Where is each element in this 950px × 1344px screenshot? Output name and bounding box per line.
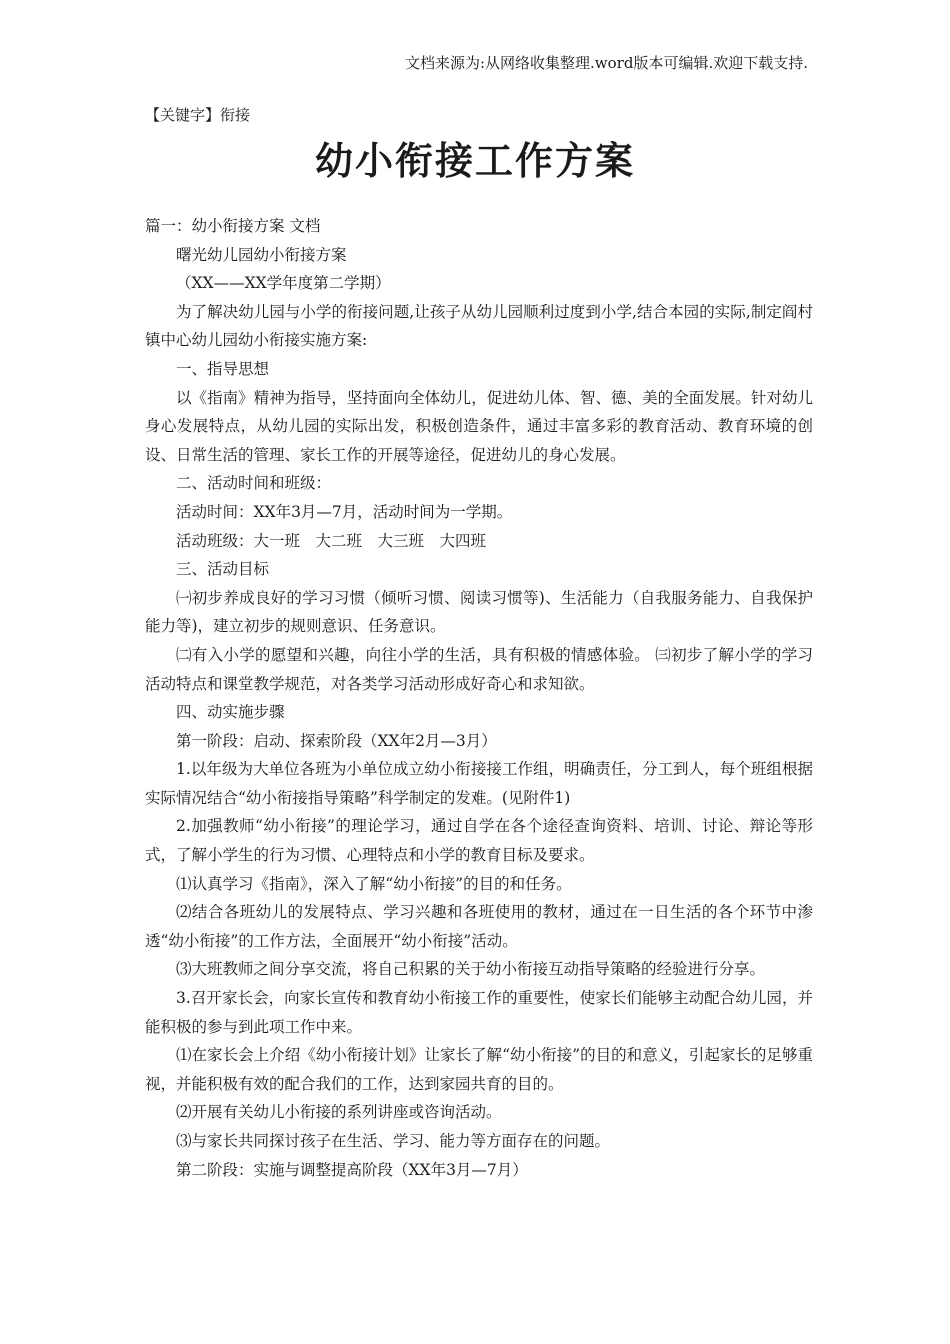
guiding-ideology-paragraph: 以《指南》精神为指导，坚持面向全体幼儿，促进幼儿体、智、德、美的全面发展。针对幼儿身心发展特点，从幼儿园的实际出发，积极创造条件，通过丰富多彩的教育活动、教育环境的创设、日常生活的管理、家长工作的开展等途径，促进幼儿的身心发展。 bbox=[145, 388, 813, 464]
sub-item-3-3: ⑶与家长共同探讨孩子在生活、学习、能力等方面存在的问题。 bbox=[176, 1132, 611, 1150]
sub-item-3-1: ⑴在家长会上介绍《幼小衔接计划》让家长了解“幼小衔接”的目的和意义，引起家长的足够重视，并能积极有效的配合我们的工作，达到家园共育的目的。 bbox=[145, 1046, 813, 1093]
page-header-note: 文档来源为:从网络收集整理.word版本可编辑.欢迎下载支持. bbox=[404, 54, 808, 72]
sub-item-2-1: ⑴认真学习《指南》，深入了解“幼小衔接”的目的和任务。 bbox=[176, 874, 572, 893]
sub-item-3-2: ⑵开展有关幼儿小衔接的系列讲座或咨询活动。 bbox=[176, 1103, 502, 1122]
section-heading-part-one: 篇一：幼小衔接方案 文档 bbox=[145, 217, 321, 235]
step-item-1: 1.以年级为大单位各班为小单位成立幼小衔接接工作组，明确责任，分工到人，每个班组根据实际情况结合“幼小衔接指导策略”科学制定的发难。(见附件1) bbox=[145, 760, 813, 807]
keyword-line: 【关键字】衔接 bbox=[145, 106, 251, 124]
stage-two-heading: 第二阶段：实施与调整提高阶段（XX年3月—7月） bbox=[176, 1160, 528, 1179]
activity-time-line: 活动时间：XX年3月—7月，活动时间为一学期。 bbox=[176, 502, 513, 521]
intro-paragraph: 为了解决幼儿园与小学的衔接问题,让孩子从幼儿园顺利过度到小学,结合本园的实际,制定阎村镇中心幼儿园幼小衔接实施方案: bbox=[145, 302, 813, 350]
step-item-3: 3.召开家长会，向家长宣传和教育幼小衔接工作的重要性，使家长们能够主动配合幼儿园，并能积极的参与到此项工作中来。 bbox=[145, 989, 813, 1036]
section-heading-goals: 三、活动目标 bbox=[176, 560, 270, 579]
step-item-2: 2.加强教师“幼小衔接”的理论学习，通过自学在各个途径查询资料、培训、讨论、辩论等形式，了解小学生的行为习惯、心理特点和小学的教育目标及要求。 bbox=[145, 817, 813, 865]
kindergarten-plan-title: 曙光幼儿园幼小衔接方案 bbox=[176, 245, 347, 264]
activity-classes-line: 活动班级：大一班 大二班 大三班 大四班 bbox=[176, 531, 487, 550]
sub-item-2-2: ⑵结合各班幼儿的发展特点、学习兴趣和各班使用的教材，通过在一日生活的各个环节中渗透“幼小衔接”的工作方法，全面展开“幼小衔接”活动。 bbox=[145, 903, 813, 950]
goal-item-two-three: ㈡有入小学的愿望和兴趣，向往小学的生活，具有积极的情感体验。 ㈢初步了解小学的学习活动特点和课堂教学规范，对各类学习活动形成好奇心和求知欲。 bbox=[145, 645, 813, 693]
stage-one-heading: 第一阶段：启动、探索阶段（XX年2月—3月） bbox=[176, 731, 497, 750]
goal-item-one: ㈠初步养成良好的学习习惯（倾听习惯、阅读习惯等)、生活能力（自我服务能力、自我保护能力等)，建立初步的规则意识、任务意识。 bbox=[145, 588, 813, 636]
section-heading-steps: 四、动实施步骤 bbox=[176, 703, 285, 722]
section-heading-time-and-classes: 二、活动时间和班级： bbox=[176, 474, 332, 493]
section-heading-guiding-ideology: 一、指导思想 bbox=[176, 359, 270, 378]
document-body bbox=[145, 212, 813, 1184]
document-title: 幼小衔接工作方案 bbox=[314, 138, 635, 183]
sub-item-2-3: ⑶大班教师之间分享交流，将自己积累的关于幼小衔接互动指导策略的经验进行分享。 bbox=[176, 960, 766, 979]
school-term-note: （XX——XX学年度第二学期） bbox=[176, 274, 391, 293]
